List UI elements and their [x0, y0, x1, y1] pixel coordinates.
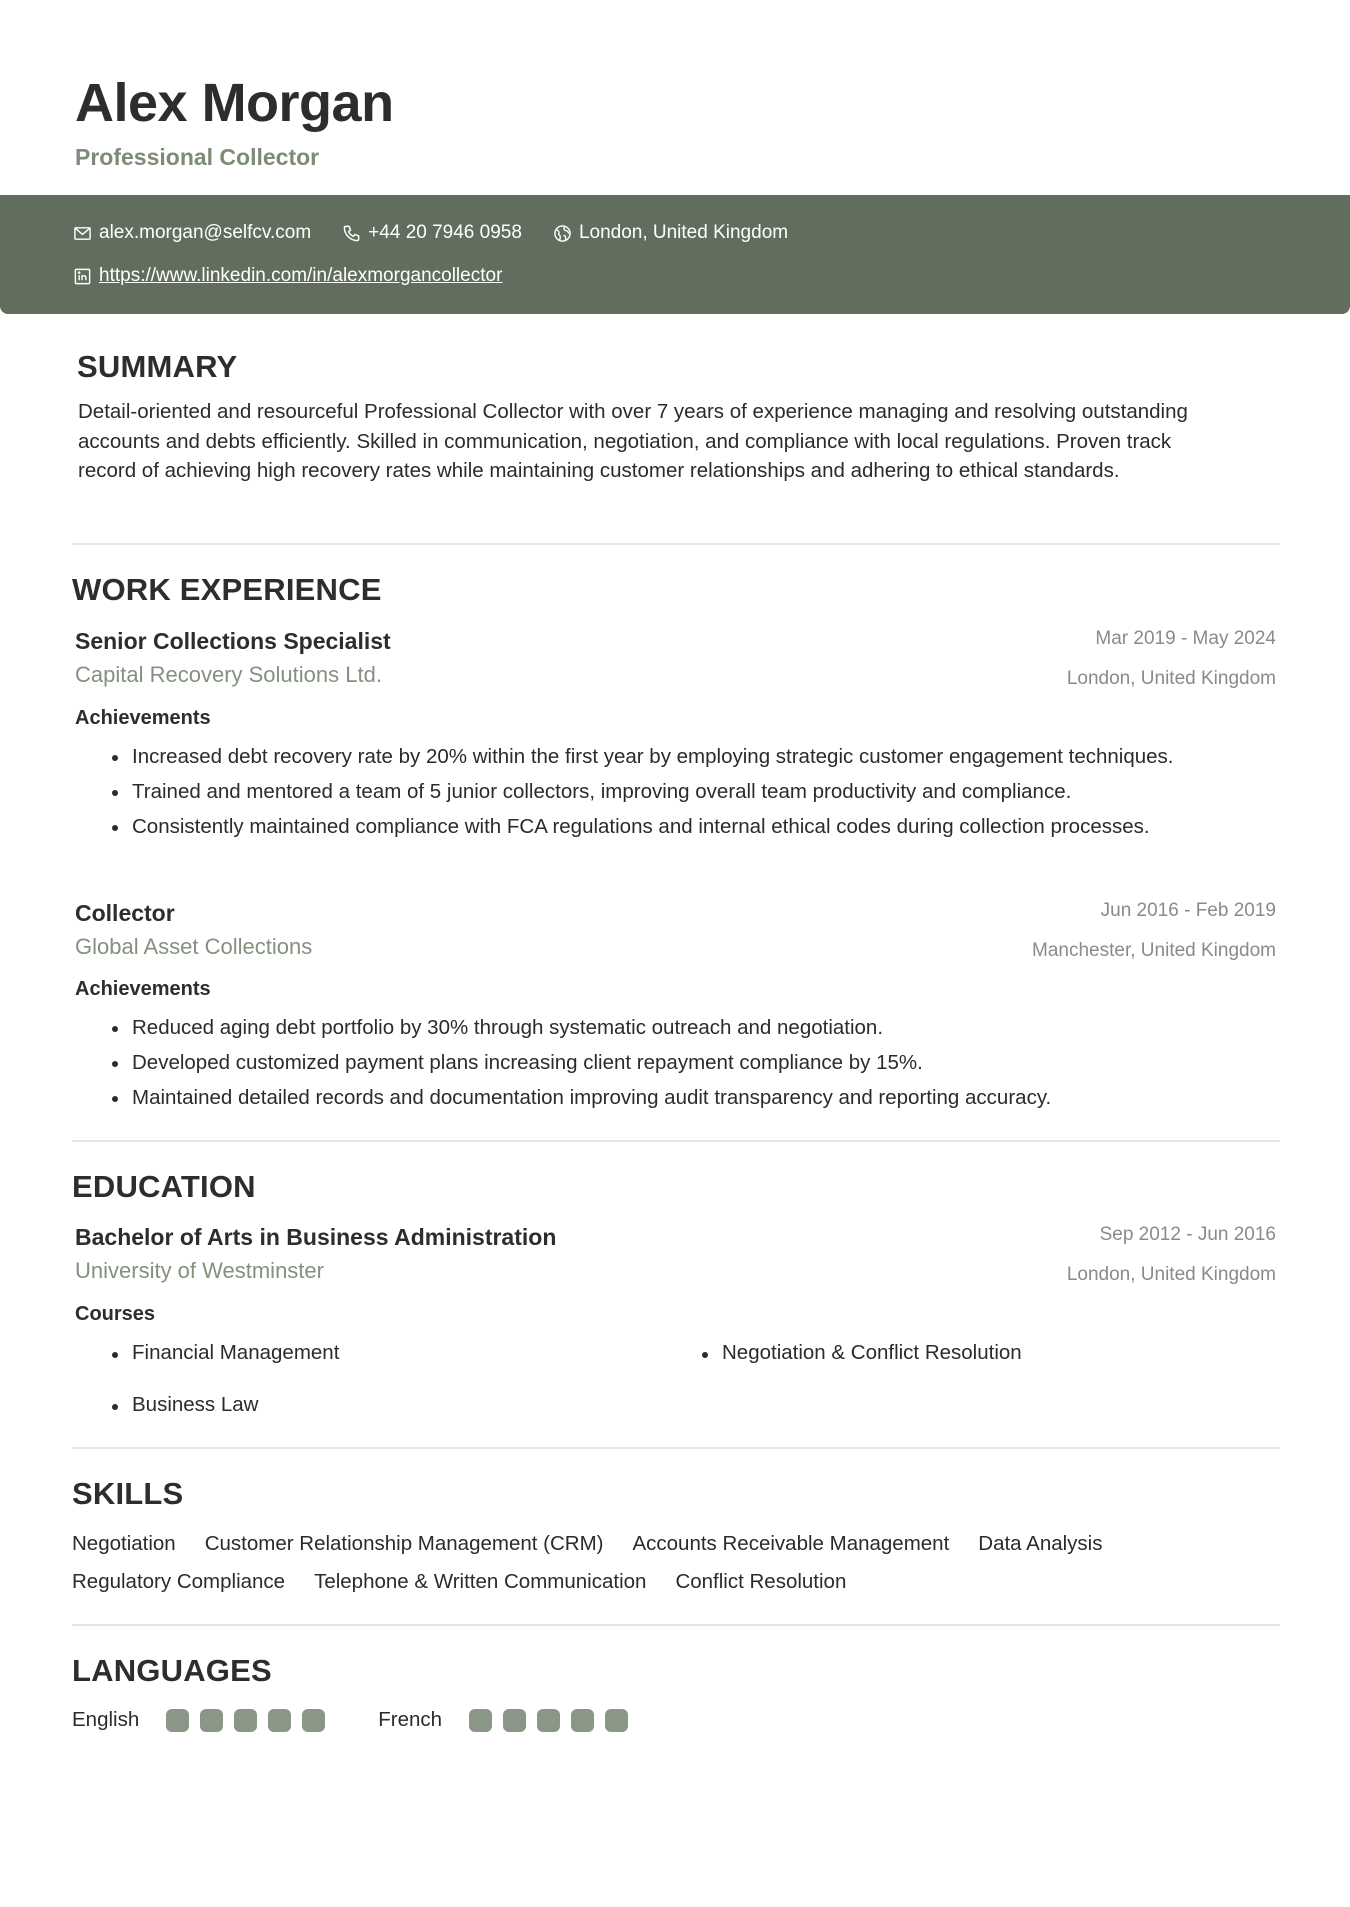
language-level — [166, 1709, 336, 1732]
contact-linkedin[interactable] — [73, 265, 502, 287]
education-dates: Sep 2012 - Jun 2016 — [1099, 1224, 1276, 1245]
job-location: London, United Kingdom — [1066, 668, 1276, 689]
education-heading: EDUCATION — [72, 1169, 256, 1204]
course-item: Negotiation & Conflict Resolution — [722, 1341, 1022, 1364]
skill-item: Data Analysis — [978, 1532, 1103, 1555]
proficiency-dot — [605, 1709, 628, 1732]
proficiency-dot — [469, 1709, 492, 1732]
job-location: Manchester, United Kingdom — [1032, 940, 1276, 961]
location-text: London, United Kingdom — [578, 222, 789, 243]
divider — [72, 543, 1280, 545]
course-item: Business Law — [132, 1393, 259, 1416]
list-item: Maintained detailed records and documentation improving audit transparency and reporting accuracy. — [132, 1083, 1262, 1113]
skill-item: Conflict Resolution — [675, 1570, 847, 1593]
skill-item: Telephone & Written Communication — [314, 1570, 647, 1593]
proficiency-dot — [234, 1709, 257, 1732]
achievements-heading: Achievements — [75, 978, 211, 1000]
language-item — [378, 1708, 639, 1732]
work-experience-heading: WORK EXPERIENCE — [72, 572, 382, 607]
phone-icon — [342, 224, 361, 243]
achievements-heading: Achievements — [75, 707, 211, 729]
contact-bar — [0, 195, 1350, 314]
job-dates: Jun 2016 - Feb 2019 — [1100, 900, 1276, 921]
proficiency-dot — [268, 1709, 291, 1732]
contact-phone[interactable] — [342, 222, 522, 244]
divider — [72, 1624, 1280, 1626]
phone-text: +44 20 7946 0958 — [368, 222, 522, 243]
skills-row — [72, 1532, 1131, 1556]
course-item: Financial Management — [132, 1341, 340, 1364]
proficiency-dot — [537, 1709, 560, 1732]
skill-item: Accounts Receivable Management — [632, 1532, 950, 1555]
skill-item: Regulatory Compliance — [72, 1570, 286, 1593]
proficiency-dot — [302, 1709, 325, 1732]
email-text: alex.morgan@selfcv.com — [99, 222, 312, 243]
list-item: Increased debt recovery rate by 20% within the first year by employing strategic customer engagement techniques. — [132, 742, 1262, 772]
contact-email[interactable] — [73, 222, 311, 244]
proficiency-dot — [200, 1709, 223, 1732]
language-level — [469, 1709, 639, 1732]
job-company: Global Asset Collections — [75, 934, 313, 959]
achievements-list — [132, 742, 1262, 847]
education-location: London, United Kingdom — [1066, 1264, 1276, 1285]
skill-item: Negotiation — [72, 1532, 176, 1555]
proficiency-dot — [571, 1709, 594, 1732]
candidate-name: Alex Morgan — [75, 73, 394, 133]
job-title: Collector — [75, 900, 175, 926]
school-name: University of Westminster — [75, 1258, 324, 1283]
languages-heading: LANGUAGES — [72, 1653, 272, 1688]
linkedin-link[interactable]: https://www.linkedin.com/in/alexmorgancollector — [99, 265, 503, 286]
degree-title: Bachelor of Arts in Business Administration — [75, 1224, 557, 1250]
job-title: Senior Collections Specialist — [75, 628, 391, 654]
divider — [72, 1447, 1280, 1449]
language-item — [72, 1708, 336, 1732]
achievements-list — [132, 1013, 1262, 1118]
resume-header — [75, 72, 394, 171]
divider — [72, 1140, 1280, 1142]
language-name: English — [72, 1708, 140, 1731]
list-item: Developed customized payment plans increasing client repayment compliance by 15%. — [132, 1048, 1262, 1078]
language-name: French — [378, 1708, 443, 1731]
proficiency-dot — [503, 1709, 526, 1732]
summary-text: Detail-oriented and resourceful Professional Collector with over 7 years of experience managing and resolving outstanding accounts and debts efficiently. Skilled in communication, negotiation, and compliance with local regulations. Proven track record of achieving high recovery rates while maintaining customer relationships and adhering to ethical standards. — [78, 400, 1188, 482]
list-item: Reduced aging debt portfolio by 30% through systematic outreach and negotiation. — [132, 1013, 1262, 1043]
courses-heading: Courses — [75, 1303, 156, 1325]
contact-location — [553, 222, 788, 244]
languages-row — [72, 1708, 681, 1732]
proficiency-dot — [166, 1709, 189, 1732]
globe-icon — [553, 224, 572, 243]
linkedin-icon — [73, 267, 92, 286]
skills-row — [72, 1570, 875, 1594]
summary-heading: SUMMARY — [77, 349, 238, 384]
contact-row — [73, 222, 819, 244]
mail-icon — [73, 224, 92, 243]
job-dates: Mar 2019 - May 2024 — [1095, 628, 1276, 649]
list-item: Consistently maintained compliance with FCA regulations and internal ethical codes during collection processes. — [132, 812, 1262, 842]
skills-heading: SKILLS — [72, 1476, 184, 1511]
skill-item: Customer Relationship Management (CRM) — [204, 1532, 604, 1555]
contact-row — [73, 265, 533, 287]
candidate-role: Professional Collector — [75, 144, 320, 170]
job-company: Capital Recovery Solutions Ltd. — [75, 662, 382, 687]
list-item: Trained and mentored a team of 5 junior collectors, improving overall team productivity and compliance. — [132, 777, 1262, 807]
